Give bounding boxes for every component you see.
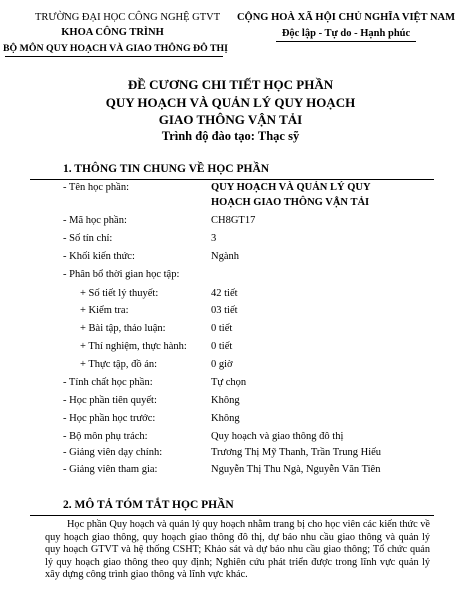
- department-underline: [5, 56, 223, 57]
- info-value-lab: 0 tiết: [211, 341, 233, 352]
- info-value-internship: 0 giờ: [211, 359, 233, 370]
- doc-title-line2: QUY HOẠCH VÀ QUẢN LÝ QUY HOẠCH: [105, 95, 356, 110]
- info-label-previous-course: - Học phần học trước:: [63, 413, 156, 424]
- section2-rule: [30, 515, 434, 516]
- info-value-course-code: CH8GT17: [211, 215, 256, 226]
- info-value-course-name: QUY HOẠCH VÀ QUẢN LÝ QUY: [211, 182, 371, 193]
- info-label-department: - Bộ môn phụ trách:: [63, 431, 148, 442]
- motto-underline: [276, 41, 416, 42]
- info-label-main-lecturer: - Giảng viên dạy chính:: [63, 447, 163, 458]
- info-label-time-allocation: - Phân bổ thời gian học tập:: [63, 269, 180, 280]
- info-label-theory-hours: + Số tiết lý thuyết:: [80, 288, 159, 299]
- info-value-course-name-cont: HOẠCH GIAO THÔNG VẬN TẢI: [211, 197, 370, 208]
- info-label-assistant-lecturer: - Giảng viên tham gia:: [63, 464, 158, 475]
- info-value-knowledge-block: Ngành: [211, 251, 239, 262]
- info-value-exercises: 0 tiết: [211, 323, 233, 334]
- training-level: Trình độ đào tạo: Thạc sỹ: [161, 129, 300, 143]
- info-value-course-type: Tự chọn: [211, 377, 247, 388]
- info-label-course-code: - Mã học phần:: [63, 215, 127, 226]
- section2-heading: 2. MÔ TẢ TÓM TẮT HỌC PHẦN: [63, 499, 234, 511]
- info-label-internship: + Thực tập, đồ án:: [80, 359, 158, 370]
- section1-heading: 1. THÔNG TIN CHUNG VỀ HỌC PHẦN: [63, 163, 270, 175]
- info-value-credits: 3: [211, 233, 217, 244]
- info-label-credits: - Số tín chỉ:: [63, 233, 113, 244]
- department-name: BỘ MÔN QUY HOẠCH VÀ GIAO THÔNG ĐÔ THỊ: [3, 43, 228, 54]
- doc-title-line3: GIAO THÔNG VẬN TẢI: [158, 112, 303, 127]
- info-label-exam: + Kiểm tra:: [80, 305, 129, 316]
- info-label-prerequisite: - Học phần tiên quyết:: [63, 395, 157, 406]
- section1-rule: [30, 179, 434, 180]
- country-name: CỘNG HOÀ XÃ HỘI CHỦ NGHĨA VIỆT NAM: [236, 12, 456, 23]
- info-label-exercises: + Bài tập, thảo luận:: [80, 323, 166, 334]
- info-value-assistant-lecturer: Nguyễn Thị Thu Ngà, Nguyễn Văn Tiên: [211, 464, 381, 475]
- info-label-course-type: - Tính chất học phần:: [63, 377, 153, 388]
- info-value-theory-hours: 42 tiết: [211, 288, 238, 299]
- info-value-department: Quy hoạch và giao thông đô thị: [211, 431, 344, 442]
- info-value-main-lecturer: Trương Thị Mỹ Thanh, Trần Trung Hiếu: [211, 447, 382, 458]
- faculty-name: KHOA CÔNG TRÌNH: [61, 27, 164, 38]
- info-value-previous-course: Không: [211, 413, 240, 424]
- info-label-lab: + Thí nghiệm, thực hành:: [80, 341, 187, 352]
- course-summary: [45, 519, 430, 582]
- doc-title-line1: ĐỀ CƯƠNG CHI TIẾT HỌC PHẦN: [127, 77, 334, 92]
- info-value-prerequisite: Không: [211, 395, 240, 406]
- course-summary-text: Học phần Quy hoạch và quản lý quy hoạch nhằm trang bị cho học viên các kiến thức về quy hoạch giao thông, quy hoạch giao thông đô thị, dự báo nhu cầu giao thông và quản lý quy hoạch GTVT và hệ thống CSHT; Khảo sát và dự báo nhu cầu giao thông; Tổ chức quản lý quy hoạch giao thông theo quy định; Nghiên cứu phát triển được trong lĩnh vực quản lý xây dựng công trình giao thông và lĩnh vực khác.: [45, 519, 430, 581]
- university-name: TRƯỜNG ĐẠI HỌC CÔNG NGHỆ GTVT: [35, 12, 221, 23]
- motto: Độc lập - Tự do - Hạnh phúc: [281, 28, 411, 39]
- info-label-course-name: - Tên học phần:: [63, 182, 129, 193]
- info-value-exam: 03 tiết: [211, 305, 238, 316]
- info-label-knowledge-block: - Khối kiến thức:: [63, 251, 135, 262]
